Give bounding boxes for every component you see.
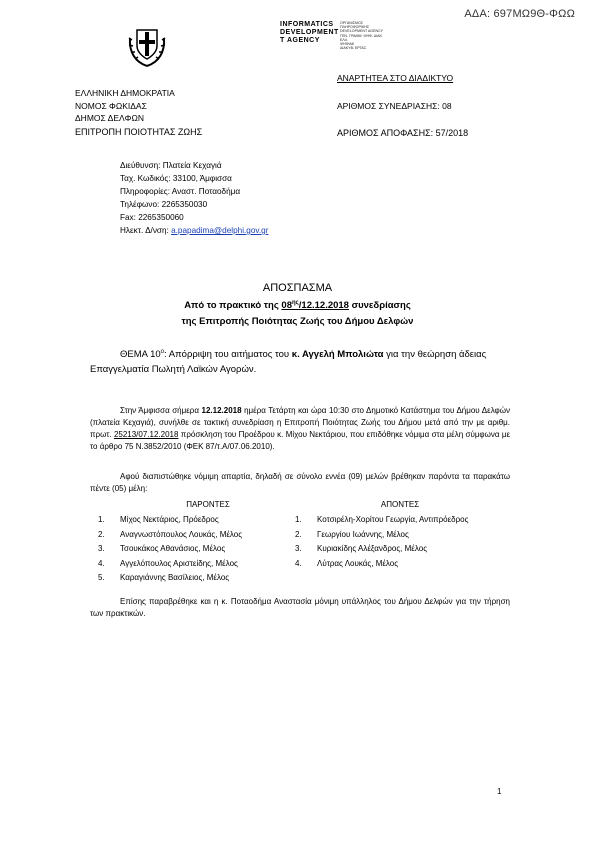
- page-number: 1: [497, 787, 502, 796]
- contact-block: [120, 159, 268, 237]
- contact-postcode: Ταχ. Κωδικός: 33100, Άμφισσα: [120, 174, 232, 183]
- contact-address: Διεύθυνση: Πλατεία Κεχαγιά: [120, 161, 222, 170]
- list-item: 2. Αναγνωστόπουλος Λουκάς, Μέλος: [98, 529, 243, 539]
- contact-fax: Fax: 2265350060: [120, 213, 184, 222]
- posted-online-note: ΑΝΑΡΤΗΤΕΑ ΣΤΟ ΔΙΑΔΙΚΤΥΟ: [337, 73, 454, 83]
- absent-members-list: [295, 513, 468, 571]
- ada-code: ΑΔΑ: 697ΜΩ9Θ-ΦΩΩ: [464, 8, 575, 20]
- list-item: 1. Κοτσιρέλη-Χορίτου Γεωργία, Αντιπρόεδρος: [295, 515, 469, 524]
- session-number: ΑΡΙΘΜΟΣ ΣΥΝΕΔΡΙΑΣΗΣ: 08: [337, 101, 452, 111]
- greek-emblem-icon: [125, 22, 169, 70]
- header-committee: ΕΠΙΤΡΟΠΗ ΠΟΙΟΤΗΤΑΣ ΖΩΗΣ: [75, 127, 203, 137]
- list-item: 3. Τσουκάκος Αθανάσιος, Μέλος: [98, 544, 226, 553]
- agency-logo-small-text: ΟΡΓΑΝΙΣΜΟΣ ΠΛΗΡΟΦΟΡΙΚΗΣ DEVELOPMENT AGENCY ΓΕΝ. ΓΡΑΜΜ. ΨΗΦ. ΔΙΑΚ. ΕΛΛ. ΨΗΦΙΑΚ ΔΙΑΚΥΒ. ΕΡΓΑΣ.: [340, 21, 384, 51]
- secretary-paragraph: Επίσης παραβρέθηκε και η κ. Ποταοδήμα Αναστασία μόνιμη υπάλληλος του Δήμου Δελφών για την τήρηση των πρακτικών.: [90, 597, 510, 618]
- list-item: 5. Καραγιάννης Βασίλειος, Μέλος: [98, 573, 230, 582]
- doc-title: ΑΠΟΣΠΑΣΜΑ: [262, 282, 333, 294]
- header-municipality: ΔΗΜΟΣ ΔΕΛΦΩΝ: [75, 113, 144, 123]
- header-prefecture: ΝΟΜΟΣ ΦΩΚΙΔΑΣ: [75, 101, 147, 111]
- list-item: 4. Λύτρας Λουκάς, Μέλος: [295, 558, 399, 568]
- present-column-title: ΠΑΡΟΝΤΕΣ: [186, 500, 230, 509]
- quorum-paragraph: Αφού διαπιστώθηκε νόμιμη απαρτία, δηλαδή σε σύνολο εννέα (09) μελών βρέθηκαν παρόντα τα παρακάτω πέντε (05) μέλη:: [90, 472, 510, 493]
- absent-column-title: ΑΠΟΝΤΕΣ: [380, 500, 420, 509]
- informatics-agency-logo: INFORMATICS DEVELOPMENT T AGENCY: [280, 21, 339, 44]
- meeting-paragraph: Στην Άμφισσα σήμερα 12.12.2018 ημέρα Τετάρτη και ώρα 10:30 στο Δημοτικό Κατάστημα του Δήμου Δελφών (πλατεία Κεχαγιά), συνήλθε σε τακτική συνεδρίαση η Επιτροπή Ποιότητας Ζωής του Δήμου μετά από την με αριθμ. πρωτ. 25213/07.12.2018 πρόσκληση του Προέδρου κ. Μίχου Νεκτάριου, που επιδόθηκε νόμιμα στα μέλη σύμφωνα με το άρθρο 75 Ν.3852/2010 (ΦΕΚ 87/τ.Α/07.06.2010).: [90, 406, 511, 451]
- doc-subtitle-committee: της Επιτροπής Ποιότητας Ζωής του Δήμου Δελφών: [181, 316, 414, 327]
- contact-email-row: Ηλεκτ. Δ/νση: a.papadima@delphi.gov.gr: [120, 226, 269, 235]
- list-item: 2. Γεωργίου Ιωάννης, Μέλος: [295, 529, 409, 539]
- contact-phone: Τηλέφωνο: 2265350030: [120, 200, 208, 209]
- list-item: 4. Αγγελόπουλος Αριστείδης, Μέλος: [98, 558, 238, 568]
- header-republic: ΕΛΛΗΝΙΚΗ ΔΗΜΟΚΡΑΤΙΑ: [75, 88, 175, 98]
- list-item: 3. Κυριακίδης Αλέξανδρος, Μέλος: [295, 544, 428, 553]
- doc-subtitle: Από το πρακτικό της $08^{\eta\varsigma}/12.12.2018$ συνεδρίασης: [184, 300, 411, 312]
- decision-number: ΑΡΙΘΜΟΣ ΑΠΟΦΑΣΗΣ: 57/2018: [337, 128, 469, 138]
- list-item: 1. Μίχος Νεκτάριος, Πρόεδρος: [98, 515, 219, 524]
- contact-email-link[interactable]: a.papadima@delphi.gov.gr: [171, 226, 269, 235]
- contact-info: Πληροφορίες: Αναστ. Ποταοδήμα: [120, 187, 241, 196]
- subject-line: ΘΕΜΑ $10^o$: Απόρριψη του αιτήματος του κ. Αγγελή Μπολιώτα για την θεώρηση άδειας Επαγγελματία Πωλητή Λαϊκών Αγορών.: [90, 349, 487, 376]
- present-members-list: [98, 513, 242, 586]
